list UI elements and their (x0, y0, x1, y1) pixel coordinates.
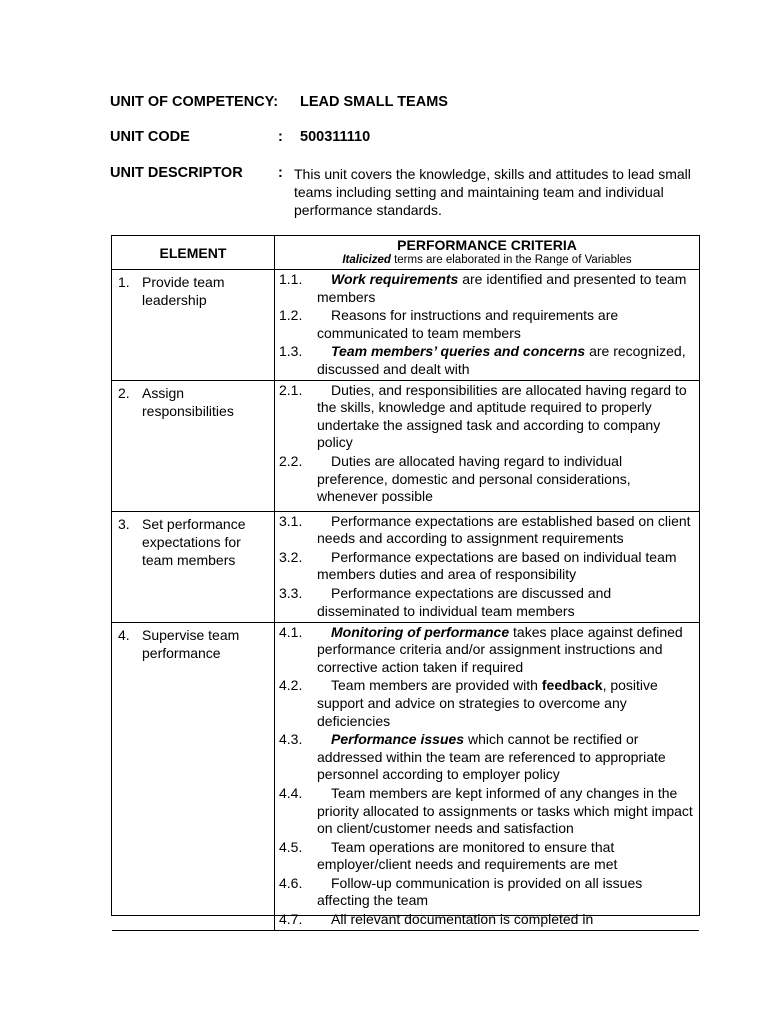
criterion-number: 4.6. (279, 874, 303, 891)
criteria-cell (275, 380, 700, 511)
criterion-text-rest: Reasons for instructions and requirements are communicated to team members (317, 307, 619, 341)
criteria-note-rest: terms are elaborated in the Range of Variables (390, 254, 632, 266)
criterion-key-term: Monitoring of performance (331, 623, 510, 640)
unit-code-colon: : (278, 129, 283, 145)
criterion-key-term: Performance issues (331, 731, 465, 748)
criterion-text-pre: Team members are provided with (331, 677, 542, 694)
criteria-cell (275, 270, 700, 381)
criterion-text (317, 549, 693, 584)
competency-table (111, 235, 700, 928)
criterion-number: 4.3. (279, 731, 303, 748)
criterion-item (279, 585, 693, 620)
criterion-text (317, 453, 693, 506)
criterion-number: 4.7. (279, 911, 303, 928)
unit-of-competency-label: UNIT OF COMPETENCY: (110, 94, 279, 110)
criterion-text (317, 271, 693, 306)
criterion-item (279, 549, 693, 584)
criterion-text-rest: , positive support and advice on strategies to overcome any deficiencies (317, 677, 658, 729)
criterion-item (279, 731, 693, 784)
criterion-number: 1.1. (279, 271, 303, 287)
criterion-item (279, 453, 693, 506)
unit-code-value: 500311110 (300, 129, 371, 145)
element-column-header: ELEMENT (112, 236, 275, 270)
criterion-text-rest: which cannot be rectified or addressed within the team are referenced to appropriate personnel according to employer policy (317, 731, 666, 783)
criterion-text (317, 677, 693, 730)
criterion-item (279, 785, 693, 838)
criterion-number: 4.1. (279, 623, 303, 640)
criterion-key-term: feedback (541, 677, 603, 694)
criterion-item (279, 911, 693, 929)
criterion-item (279, 839, 693, 874)
criterion-text-rest: Team operations are monitored to ensure that employer/client needs and requirements are met (317, 838, 618, 873)
unit-of-competency-value: LEAD SMALL TEAMS (300, 94, 448, 110)
criterion-text-rest: Team members are kept informed of any changes in the priority allocated to assignments or tasks which might impact on client/customer needs and satisfaction (317, 784, 693, 837)
criterion-text-rest: Performance expectations are established based on client needs and according to assignment requirements (317, 512, 691, 547)
criterion-text (317, 624, 693, 677)
criteria-header-title: PERFORMANCE CRITERIA (397, 237, 577, 253)
element-number: 1. (118, 274, 130, 290)
criterion-number: 1.2. (279, 307, 303, 324)
criterion-text-rest: are recognized, discussed and dealt with (317, 343, 686, 377)
criterion-number: 2.2. (279, 452, 303, 469)
criterion-text-rest: are identified and presented to team members (317, 271, 687, 305)
criterion-text (317, 785, 693, 838)
table-row (112, 380, 699, 511)
criterion-item (279, 271, 693, 306)
criterion-item (279, 875, 693, 910)
criterion-text-rest: Duties are allocated having regard to individual preference, domestic and personal considerations, whenever possible (317, 452, 631, 505)
criterion-number: 4.5. (279, 838, 303, 855)
criterion-number: 3.2. (279, 548, 303, 565)
element-cell (112, 511, 275, 622)
element-title: Provide team leadership (142, 274, 225, 308)
criterion-item (279, 624, 693, 677)
criteria-note-italic: Italicized (342, 254, 391, 266)
criterion-key-term: Work requirements (331, 271, 459, 287)
criterion-item (279, 343, 693, 378)
criterion-number: 3.1. (279, 512, 303, 529)
criterion-text (317, 585, 693, 620)
element-title: Set performance expectations for team members (142, 515, 246, 568)
criterion-text (317, 875, 693, 910)
criteria-cell (275, 511, 700, 622)
criterion-number: 3.3. (279, 584, 303, 601)
criteria-column-header (275, 236, 700, 270)
criterion-text-rest: All relevant documentation is completed in (331, 911, 594, 928)
criteria-cell (275, 622, 700, 930)
criterion-text (317, 911, 693, 929)
criterion-number: 4.2. (279, 677, 303, 694)
criterion-text (317, 343, 693, 378)
criterion-item (279, 677, 693, 730)
element-number: 3. (118, 515, 130, 532)
criterion-item (279, 382, 693, 452)
table-row (112, 270, 699, 381)
element-number: 2. (118, 384, 130, 401)
criterion-text-rest: takes place against defined performance criteria and/or assignment instructions and corrective action taken if required (317, 623, 683, 675)
table-row (112, 622, 699, 930)
criterion-text (317, 839, 693, 874)
criterion-text (317, 307, 693, 342)
criterion-text (317, 731, 693, 784)
criterion-item (279, 307, 693, 342)
unit-descriptor-text: This unit covers the knowledge, skills and attitudes to lead small teams including setting and maintaining team and individual performance standards. (294, 166, 691, 218)
unit-descriptor-colon: : (278, 165, 283, 181)
criterion-key-term: Team members’ queries and concerns (331, 343, 586, 360)
criterion-item (279, 513, 693, 548)
criterion-text (317, 513, 693, 548)
criterion-text-rest: Follow-up communication is provided on all issues affecting the team (317, 874, 643, 909)
criterion-text-rest: Performance expectations are discussed and disseminated to individual team members (317, 584, 612, 619)
table-row (112, 511, 699, 622)
element-cell (112, 270, 275, 381)
element-cell (112, 622, 275, 930)
criterion-text-rest: Duties, and responsibilities are allocated having regard to the skills, knowledge and aptitude required to properly undertake the assigned task and according to company policy (317, 381, 687, 451)
element-title: Supervise team performance (142, 626, 240, 661)
criterion-number: 4.4. (279, 784, 303, 801)
unit-code-label: UNIT CODE (110, 129, 190, 145)
element-cell (112, 380, 275, 511)
criteria-header-note (275, 253, 699, 267)
element-number: 4. (118, 626, 130, 643)
criterion-text-rest: Performance expectations are based on individual team members duties and area of responsibility (317, 548, 677, 583)
criterion-text (317, 382, 693, 452)
element-title: Assign responsibilities (142, 384, 234, 419)
criterion-number: 1.3. (279, 343, 303, 360)
unit-descriptor-label: UNIT DESCRIPTOR (110, 165, 243, 181)
criterion-number: 2.1. (279, 381, 303, 398)
